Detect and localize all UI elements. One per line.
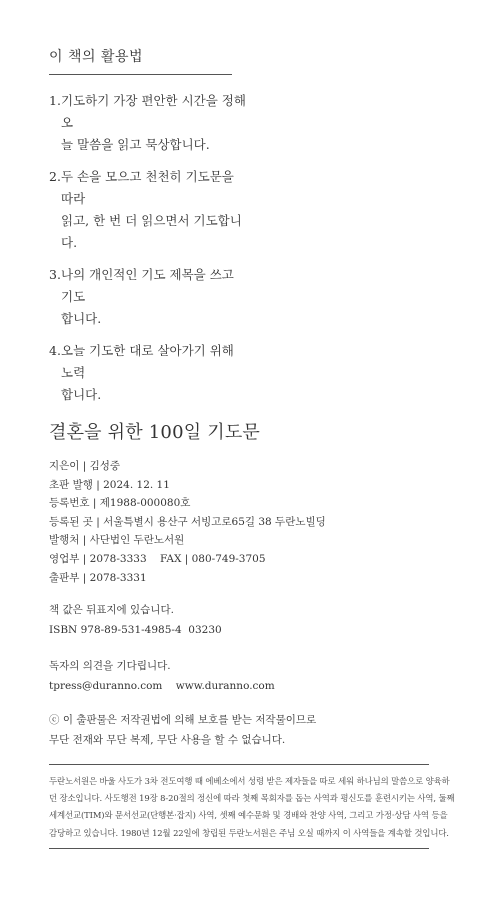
usage-item — [49, 264, 249, 330]
usage-divider — [49, 74, 232, 75]
registered-address-line: 등록된 곳 | 서울특별시 용산구 서빙고로65길 38 두란노빌딩 — [49, 515, 326, 528]
usage-item-number: 4. — [49, 343, 61, 358]
usage-item-text: 나의 개인적인 기도 제목을 쓰고 기도 합니다. — [61, 267, 234, 326]
usage-item-number: 1. — [49, 93, 61, 108]
usage-list — [49, 90, 249, 416]
contact-email-website: tpress@duranno.com www.duranno.com — [49, 679, 275, 692]
publisher-line: 발행처 | 사단법인 두란노서원 — [49, 534, 185, 547]
isbn: ISBN 978-89-531-4985-4 03230 — [49, 623, 222, 636]
editorial-contact-line: 출판부 | 2078-3331 — [49, 571, 147, 584]
usage-item-text: 두 손을 모으고 천천히 기도문을 따라 읽고, 한 번 더 읽으면서 기도합니다. — [61, 169, 242, 250]
feedback-note: 독자의 의견을 기다립니다. — [49, 660, 171, 672]
feedback-block — [49, 657, 275, 696]
price-note: 책 값은 뒤표지에 있습니다. — [49, 604, 174, 616]
usage-item-text: 기도하기 가장 편안한 시간을 정해 오 늘 말씀을 읽고 묵상합니다. — [61, 93, 246, 152]
price-isbn-block — [49, 601, 222, 640]
usage-item — [49, 90, 249, 156]
usage-item — [49, 166, 249, 254]
mission-line: 세계선교(TIM)와 문서선교(단행본·잡지) 사역, 셋째 예수문화 및 경배와 찬양 사역, 그리고 가정·상담 사역 등을 — [49, 810, 448, 821]
usage-title: 이 책의 활용법 — [49, 49, 144, 65]
usage-item — [49, 340, 249, 406]
publisher-mission-statement — [49, 773, 455, 842]
copyright-line: 무단 전재와 무단 복제, 무단 사용을 할 수 없습니다. — [49, 733, 286, 746]
footer-divider-top — [49, 764, 429, 765]
mission-line: 감당하고 있습니다. 1980년 12월 22일에 창립된 두란노서원은 주님 오실 때까지 이 사역들을 계속할 것입니다. — [49, 827, 449, 838]
author-line: 지은이 | 김성중 — [49, 460, 121, 472]
usage-item-text: 오늘 기도한 대로 살아가기 위해 노력 합니다. — [61, 343, 234, 402]
registration-number-line: 등록번호 | 제1988-000080호 — [49, 497, 191, 510]
copyright-notice — [49, 711, 316, 750]
mission-line: 두란노서원은 바울 사도가 3차 전도여행 때 에베소에서 성령 받은 제자들을 따로 세워 하나님의 말씀으로 양육하 — [49, 776, 450, 786]
book-title: 결혼을 위한 100일 기도문 — [49, 422, 261, 443]
copyright-line: ⓒ 이 출판물은 저작권법에 의해 보호를 받는 저작물이므로 — [49, 714, 317, 726]
usage-item-number: 3. — [49, 267, 61, 282]
footer-divider-bottom — [49, 848, 429, 849]
first-edition-line: 초판 발행 | 2024. 12. 11 — [49, 478, 170, 491]
publication-info — [49, 457, 449, 587]
usage-item-number: 2. — [49, 169, 61, 184]
mission-line: 던 장소입니다. 사도행전 19장 8-20절의 정신에 따라 첫째 목회자를 돕는 사역과 평신도를 훈련시키는 사역, 둘째 — [49, 793, 455, 804]
sales-contact-line: 영업부 | 2078-3333 FAX | 080-749-3705 — [49, 552, 266, 565]
